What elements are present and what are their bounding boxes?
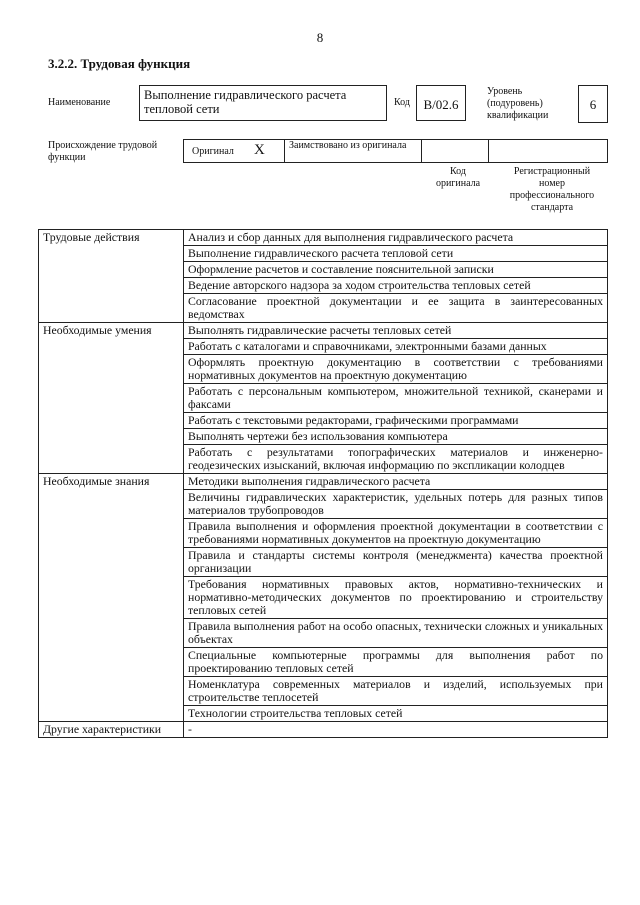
section-item: Работать с каталогами и справочниками, электронными базами данных — [184, 339, 608, 355]
section-label: Необходимые умения — [39, 323, 184, 474]
section-item: Работать с текстовыми редакторами, графическими программами — [184, 413, 608, 429]
original-code-caption: Код оригинала — [435, 166, 481, 189]
function-name-box: Выполнение гидравлического расчета тепловой сети — [139, 85, 387, 121]
section-item: Оформлять проектную документацию в соответствии с требованиями нормативных документов на проектную документацию — [184, 355, 608, 384]
section-item: Правила и стандарты системы контроля (менеджмента) качества проектной организации — [184, 548, 608, 577]
original-cell — [184, 140, 285, 162]
registration-number-caption: Регистрационный номер профессионального стандарта — [509, 166, 595, 213]
section-item: Согласование проектной документации и ее защита в заинтересованных ведомствах — [184, 294, 608, 323]
section-item: Номенклатура современных материалов и изделий, используемых при строительстве теплосетей — [184, 677, 608, 706]
code-box: В/02.6 — [416, 85, 466, 121]
original-mark: X — [254, 142, 265, 158]
section-item: Величины гидравлических характеристик, удельных потерь для разных типов материалов трубопроводов — [184, 490, 608, 519]
table-row — [39, 230, 608, 246]
original-label: Оригинал — [192, 146, 234, 157]
function-details-table — [38, 229, 608, 738]
section-item: Работать с результатами топографических материалов и инженерно-геодезических изысканий, включая информацию по экспликации колодцев — [184, 445, 608, 474]
code-label: Код — [394, 97, 410, 108]
original-code-cell — [422, 140, 489, 162]
table-row — [39, 722, 608, 738]
section-item: Правила выполнения работ на особо опасных, технически сложных и уникальных объектах — [184, 619, 608, 648]
section-item: Технологии строительства тепловых сетей — [184, 706, 608, 722]
origin-label: Происхождение трудовой функции — [48, 140, 158, 163]
section-item: Выполнять гидравлические расчеты тепловых сетей — [184, 323, 608, 339]
section-item: Выполнять чертежи без использования компьютера — [184, 429, 608, 445]
section-label: Другие характеристики — [39, 722, 184, 738]
origin-table — [183, 139, 608, 163]
section-item: Ведение авторского надзора за ходом строительства тепловых сетей — [184, 278, 608, 294]
level-box: 6 — [578, 85, 608, 123]
section-item: Анализ и сбор данных для выполнения гидравлического расчета — [184, 230, 608, 246]
table-row — [39, 474, 608, 490]
section-label: Трудовые действия — [39, 230, 184, 323]
section-item: Специальные компьютерные программы для выполнения работ по проектированию тепловых сетей — [184, 648, 608, 677]
section-item: Оформление расчетов и составление пояснительной записки — [184, 262, 608, 278]
section-title: 3.2.2. Трудовая функция — [48, 56, 191, 71]
section-item: Выполнение гидравлического расчета тепловой сети — [184, 246, 608, 262]
section-label: Необходимые знания — [39, 474, 184, 722]
section-item: Требования нормативных правовых актов, нормативно-технических и нормативно-методических документов по проектированию и строительству тепловых сетей — [184, 577, 608, 619]
section-item: Методики выполнения гидравлического расчета — [184, 474, 608, 490]
section-item: Правила выполнения и оформления проектной документации в соответствии с требованиями нормативных документов на проектную документацию — [184, 519, 608, 548]
table-row — [39, 323, 608, 339]
section-item: - — [184, 722, 608, 738]
level-label: Уровень (подуровень) квалификации — [487, 86, 549, 121]
name-label: Наименование — [48, 97, 111, 108]
page-number: 8 — [316, 30, 324, 45]
borrowed-label: Заимствовано из оригинала — [289, 140, 407, 151]
section-item: Работать с персональным компьютером, множительной техникой, сканерами и факсами — [184, 384, 608, 413]
borrowed-cell — [285, 140, 422, 162]
